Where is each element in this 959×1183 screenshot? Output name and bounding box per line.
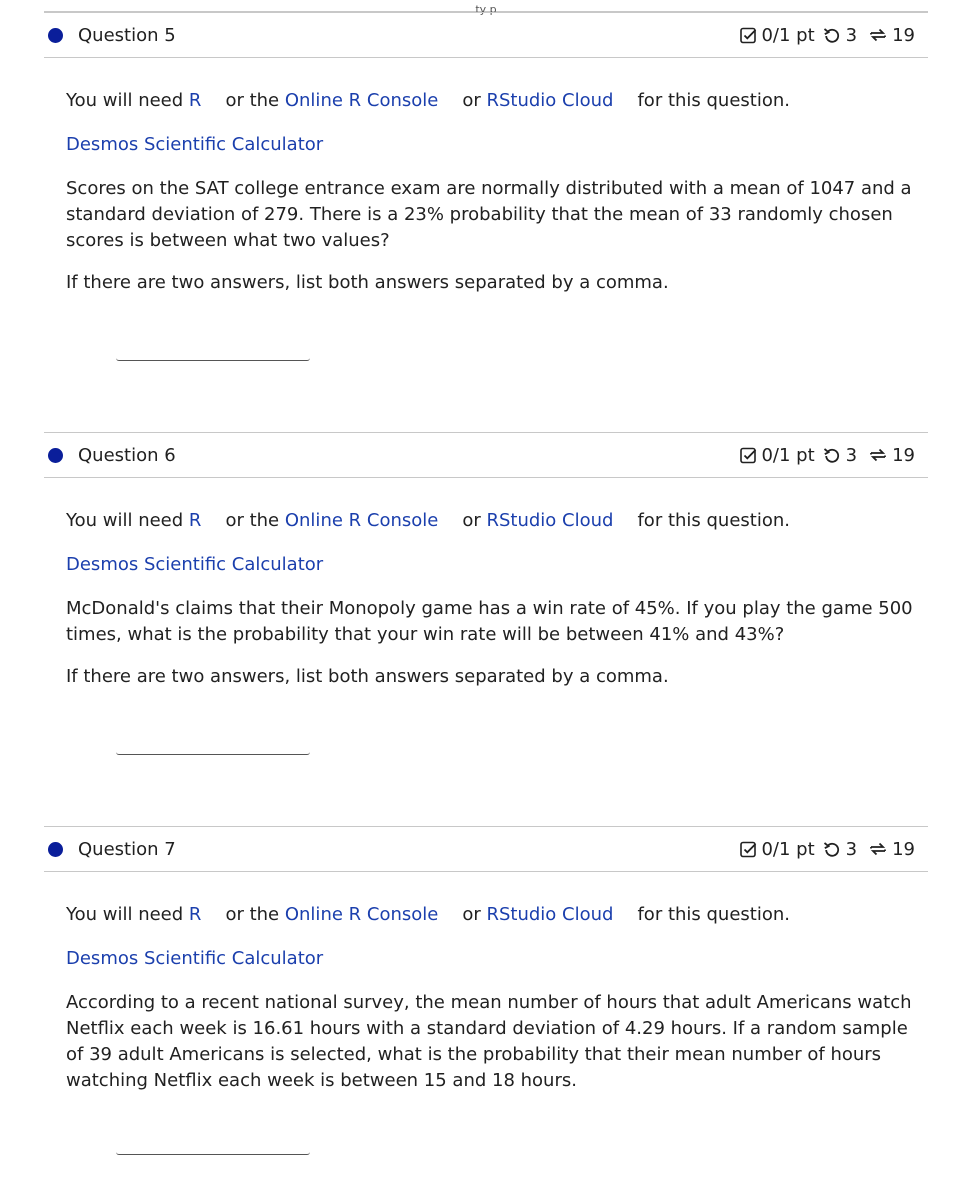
or-the-text: or the <box>225 510 280 531</box>
answer-instructions: If there are two answers, list both answers separated by a comma. <box>66 272 669 293</box>
online-r-console-link[interactable]: Online R Console <box>284 90 439 111</box>
status-dot-icon <box>48 28 63 43</box>
answer-input[interactable] <box>116 1132 310 1155</box>
question-text: McDonald's claims that their Monopoly game has a win rate of 45%. If you play the game 500 times, what is the probability that your win rate will be between 41% and 43%? <box>66 598 913 645</box>
status-dot-icon <box>48 448 63 463</box>
resources-suffix: for this question. <box>637 90 790 111</box>
resources-suffix: for this question. <box>637 904 790 925</box>
question-title-text: Question 6 <box>78 444 176 466</box>
r-link[interactable]: R <box>188 510 202 531</box>
attempts-text: 3 <box>845 444 858 466</box>
regenerate-icon <box>868 25 888 45</box>
question-5 <box>44 12 928 361</box>
resources-prefix: You will need <box>66 510 184 531</box>
resources-line <box>66 902 928 928</box>
question-header <box>44 826 928 872</box>
or-text: or <box>462 904 481 925</box>
question-header <box>44 12 928 58</box>
desmos-calculator-link[interactable]: Desmos Scientific Calculator <box>66 948 324 969</box>
undo-icon <box>823 446 841 464</box>
or-the-text: or the <box>225 90 280 111</box>
question-body <box>44 508 928 755</box>
regenerate-icon <box>868 839 888 859</box>
regenerations-text: 19 <box>892 838 915 860</box>
question-title-text: Question 5 <box>78 24 176 46</box>
desmos-calculator-link[interactable]: Desmos Scientific Calculator <box>66 554 324 575</box>
checkbox-icon <box>740 27 757 44</box>
question-body <box>44 88 928 361</box>
r-link[interactable]: R <box>188 904 202 925</box>
attempts-text: 3 <box>845 838 858 860</box>
question-6 <box>44 432 928 755</box>
undo-icon <box>823 840 841 858</box>
question-text: Scores on the SAT college entrance exam are normally distributed with a mean of 1047 and a standard deviation of 279. There is a 23% probability that the mean of 33 randomly chosen scores is between what two values? <box>66 178 912 251</box>
resources-prefix: You will need <box>66 904 184 925</box>
desmos-calculator-link[interactable]: Desmos Scientific Calculator <box>66 134 324 155</box>
or-text: or <box>462 90 481 111</box>
question-body <box>44 902 928 1155</box>
or-the-text: or the <box>225 904 280 925</box>
resources-prefix: You will need <box>66 90 184 111</box>
resources-suffix: for this question. <box>637 510 790 531</box>
question-title <box>44 445 176 466</box>
answer-input[interactable] <box>116 338 310 361</box>
undo-icon <box>823 26 841 44</box>
top-fragment: ty p <box>475 3 497 16</box>
online-r-console-link[interactable]: Online R Console <box>284 510 439 531</box>
resources-line <box>66 508 928 534</box>
points-text: 0/1 pt <box>761 24 815 46</box>
question-title <box>44 25 176 46</box>
answer-instructions: If there are two answers, list both answers separated by a comma. <box>66 666 669 687</box>
points-text: 0/1 pt <box>761 444 815 466</box>
regenerations-text: 19 <box>892 444 915 466</box>
answer-input[interactable] <box>116 732 310 755</box>
checkbox-icon <box>740 447 757 464</box>
points-text: 0/1 pt <box>761 838 815 860</box>
question-header <box>44 432 928 478</box>
rstudio-cloud-link[interactable]: RStudio Cloud <box>486 90 614 111</box>
regenerations-text: 19 <box>892 24 915 46</box>
checkbox-icon <box>740 841 757 858</box>
question-title-text: Question 7 <box>78 838 176 860</box>
or-text: or <box>462 510 481 531</box>
resources-line <box>66 88 928 114</box>
question-meta <box>740 839 915 860</box>
question-meta <box>740 25 915 46</box>
rstudio-cloud-link[interactable]: RStudio Cloud <box>486 904 614 925</box>
question-text: According to a recent national survey, the mean number of hours that adult Americans watch Netflix each week is 16.61 hours with a standard deviation of 4.29 hours. If a random sample of 39 adult Americans is selected, what is the probability that their mean number of hours watching Netflix each week is between 15 and 18 hours. <box>66 992 912 1091</box>
status-dot-icon <box>48 842 63 857</box>
rstudio-cloud-link[interactable]: RStudio Cloud <box>486 510 614 531</box>
r-link[interactable]: R <box>188 90 202 111</box>
question-meta <box>740 445 915 466</box>
attempts-text: 3 <box>845 24 858 46</box>
online-r-console-link[interactable]: Online R Console <box>284 904 439 925</box>
question-title <box>44 839 176 860</box>
regenerate-icon <box>868 445 888 465</box>
question-7 <box>44 826 928 1155</box>
